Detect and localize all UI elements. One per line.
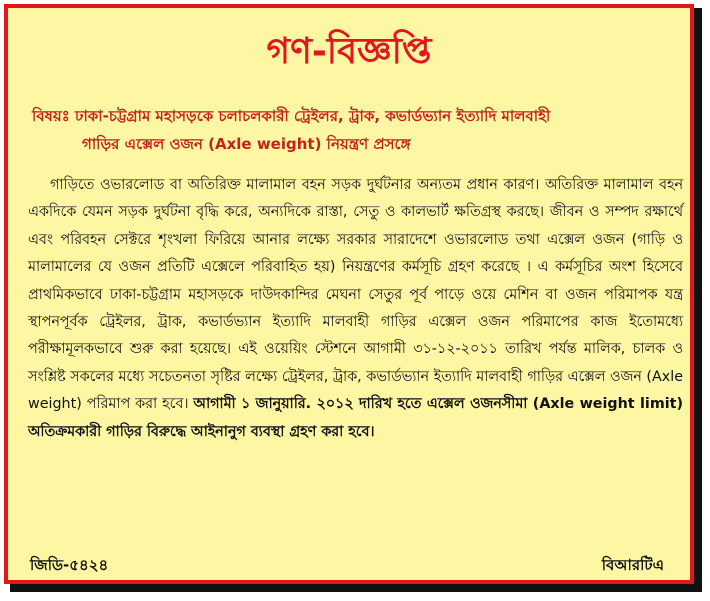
issuer-name: বিআরটিএ <box>601 556 664 574</box>
notice-body <box>28 172 683 446</box>
notice-subject <box>32 102 682 158</box>
notice-title: গণ-বিজ্ঞপ্তি <box>266 31 432 72</box>
subject-line-1: বিষয়ঃ ঢাকা-চট্টগ্রাম মহাসড়কে চলাচলকারী ট্রেইলর, ট্রাক, কভার্ডভ্যান ইত্যাদি মালবাহী <box>32 107 551 125</box>
frame-shadow-bottom <box>10 584 702 592</box>
gd-number: জিডি-৫৪২৪ <box>30 556 109 574</box>
frame-shadow-right <box>694 8 702 592</box>
subject-line-2: গাড়ির এক্সেল ওজন (Axle weight) নিয়ন্ত্রণ প্রসঙ্গে <box>82 135 411 153</box>
body-bold-text: আগামী ১ জানুয়ারি. ২০১২ দারিখ হতে এক্সেল ওজনসীমা (Axle weight limit) অতিক্রমকারী গাড়ির বিরুদ্ধে আইনানুগ ব্যবস্থা গ্রহণ করা হবে। <box>28 396 683 440</box>
body-regular-text: গাড়িতে ওভারলোড বা অতিরিক্ত মালামাল বহন সড়ক দুর্ঘটনার অন্যতম প্রধান কারণ। অতিরিক্ত মালামাল বহন একদিকে যেমন সড়ক দুর্ঘটনা বৃদ্ধি করে, অন্যদিকে রাস্তা, সেতু ও কালভার্ট ক্ষতিগ্রস্থ করছে। জীবন ও সম্পদ রক্ষার্থে এবং পরিবহন সেক্টরে শৃংখলা ফিরিয়ে আনার লক্ষ্যে সরকার সারাদেশে ওভারলোড তথা এক্সেল ওজন (গাড়ি ও মালামালের যে ওজন প্রতিটি এক্সেলে পরিবাহিত হয়) নিয়ন্ত্রণের কর্মসূচি গ্রহণ করেছে । এ কর্মসূচির অংশ হিসেবে প্রাথমিকভাবে ঢাকা-চট্টগ্রাম মহাসড়কে দাউদকান্দির মেঘনা সেতুর পূর্ব পাড়ে ওয়ে মেশিন বা ওজন পরিমাপক যন্ত্র স্থাপনপূর্বক ট্রেইলর, ট্রাক, কভার্ডভ্যান ইত্যাদি মালবাহী গাড়ির এক্সেল ওজন পরিমাপের কাজ ইতোমধ্যে পরীক্ষামূলকভাবে শুরু করা হয়েছে। এই ওয়েয়িং স্টেশনে আগামী ৩১-১২-২০১১ তারিখ পর্যন্ত মালিক, চালক ও সংশ্লিষ্ট সকলের মধ্যে সচেতনতা সৃষ্টির লক্ষ্যে ট্রেইলর, ট্রাক, কভার্ডভ্যান ইত্যাদি মালবাহী গাড়ির এক্সেল ওজন (Axle weight) পরিমাপ করা হবে। <box>28 177 683 413</box>
public-notice <box>4 4 694 584</box>
